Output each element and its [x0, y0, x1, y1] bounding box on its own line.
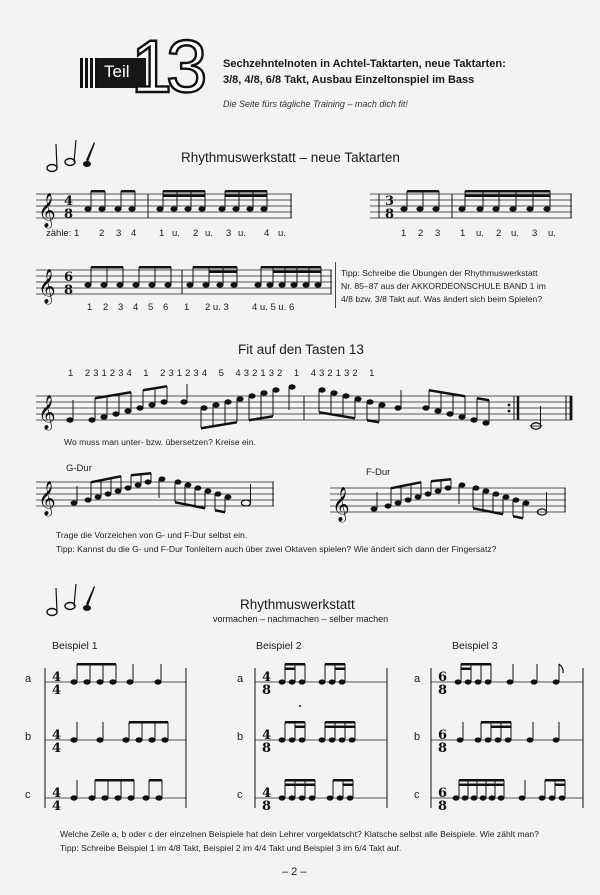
count-label: 3 — [532, 228, 538, 239]
header-title-line2: 3/8, 4/8, 6/8 Takt, Ausbau Einzeltonspiel im Bass — [223, 74, 475, 86]
row-label: c — [237, 789, 243, 801]
tip-divider — [335, 262, 336, 308]
fingering: 1 2 3 1 2 3 4 1 2 3 1 2 3 4 5 4 3 2 1 3 2 1 4 3 2 1 3 2 1 — [68, 368, 375, 379]
count-label: 4 — [133, 302, 139, 313]
ts-top: 4 — [52, 728, 62, 743]
svg-text:𝄞: 𝄞 — [38, 395, 56, 430]
section3-subtitle: vormachen – nachmachen – selber machen — [213, 614, 389, 624]
teil-label: Teil — [104, 62, 130, 81]
ts-top: 6 — [438, 786, 448, 801]
count-label: 3 — [226, 228, 232, 239]
count-label: u. — [278, 228, 286, 239]
scale-notes — [66, 384, 571, 430]
section2-title: Fit auf den Tasten 13 — [238, 342, 364, 357]
scale-staff — [36, 382, 576, 442]
count-label: 3 — [435, 228, 441, 239]
count-label: u. — [238, 228, 246, 239]
example-label: Beispiel 3 — [452, 640, 498, 652]
instruction-line1: Trage die Vorzeichen von G- und F-Dur selbst ein. — [56, 530, 248, 540]
ts-bottom: 4 — [52, 741, 62, 756]
count-label: 1 — [184, 302, 190, 313]
count-label: 1 — [460, 228, 466, 239]
svg-text:𝄞: 𝄞 — [332, 487, 350, 522]
svg-text:𝄞: 𝄞 — [38, 193, 56, 228]
ts-bottom: 8 — [64, 283, 74, 298]
rhythm-staff-ex2 — [370, 186, 580, 226]
row-label: b — [25, 731, 32, 743]
page-number: – 2 – — [282, 866, 307, 878]
ts-bottom: 8 — [438, 683, 448, 698]
question-text: Wo muss man unter- bzw. übersetzen? Kreise ein. — [64, 437, 256, 447]
ts-bottom: 4 — [52, 683, 62, 698]
example-label: Beispiel 2 — [256, 640, 302, 652]
count-label: u. — [476, 228, 484, 239]
count-label: u. — [205, 228, 213, 239]
ts-bottom: 8 — [262, 799, 272, 814]
header-subtitle: Die Seite fürs tägliche Training – mach dich fit! — [223, 99, 408, 109]
f-dur-staff — [330, 482, 580, 532]
count-label: 2 — [418, 228, 424, 239]
ts-top: 4 — [64, 194, 74, 209]
count-label: 2 — [193, 228, 199, 239]
teil-number: 13 — [131, 25, 202, 108]
row-label: c — [25, 789, 31, 801]
beispiel1-rhythm — [40, 660, 200, 820]
ts-bottom: 8 — [385, 207, 395, 222]
count-label: zähle: 1 — [46, 228, 80, 239]
row-label: a — [25, 673, 32, 685]
row-label: c — [414, 789, 420, 801]
ts-top: 6 — [438, 728, 448, 743]
ts-top: 6 — [64, 270, 74, 285]
ts-bottom: 8 — [438, 741, 448, 756]
ts-bottom: 8 — [438, 799, 448, 814]
count-label: u. — [172, 228, 180, 239]
count-label: 4 — [264, 228, 270, 239]
count-label: 3 — [116, 228, 122, 239]
ts-top: 6 — [438, 670, 448, 685]
tip-line3: 4/8 bzw. 3/8 Takt auf. Was ändert sich beim Spielen? — [341, 294, 543, 304]
ts-top: 4 — [52, 786, 62, 801]
row-label: b — [237, 731, 244, 743]
count-label: 6 — [163, 302, 169, 313]
svg-text:𝄞: 𝄞 — [38, 269, 56, 304]
row-label: b — [414, 731, 421, 743]
example-label: Beispiel 1 — [52, 640, 98, 652]
music-notes-icon — [42, 138, 98, 178]
ts-bottom: 8 — [262, 741, 272, 756]
ts-top: 4 — [262, 786, 272, 801]
note-group — [84, 190, 135, 212]
music-notes-icon — [42, 582, 98, 622]
g-dur-label: G-Dur — [66, 463, 92, 474]
ts-bottom: 4 — [52, 799, 62, 814]
question-line1: Welche Zeile a, b oder c der einzelnen Beispiele hat dein Lehrer vorgeklatscht? Klatsche selbst alle Beispiele. Wie zählt man? — [60, 829, 539, 839]
count-label: 4 — [131, 228, 137, 239]
count-label: 4 u. 5 u. 6 — [252, 302, 295, 313]
ts-top: 3 — [385, 194, 395, 209]
ts-top: 4 — [52, 670, 62, 685]
question-line2: Tipp: Schreibe Beispiel 1 im 4/8 Takt, Beispiel 2 im 4/4 Takt und Beispiel 3 im 6/4 Takt auf. — [60, 843, 402, 853]
count-label: 1 — [401, 228, 407, 239]
beispiel2-rhythm — [250, 660, 400, 820]
tip-line1: Tipp: Schreibe die Übungen der Rhythmuswerkstatt — [341, 268, 538, 278]
row-label: a — [414, 673, 421, 685]
count-label: 5 — [148, 302, 154, 313]
section1-title: Rhythmuswerkstatt – neue Taktarten — [181, 150, 400, 165]
section3-title: Rhythmuswerkstatt — [240, 597, 355, 612]
beispiel3-rhythm — [426, 660, 596, 820]
count-label: 3 — [118, 302, 124, 313]
count-label: 2 — [496, 228, 502, 239]
header-title-line1: Sechzehntelnoten in Achtel-Taktarten, neue Taktarten: — [223, 58, 506, 70]
ts-bottom: 8 — [262, 683, 272, 698]
count-label: 1 — [159, 228, 165, 239]
count-label: 1 — [87, 302, 93, 313]
row-label: a — [237, 673, 244, 685]
rhythm-staff-ex3 — [36, 262, 336, 302]
ts-top: 4 — [262, 670, 272, 685]
note-group — [156, 190, 267, 212]
count-label: u. — [511, 228, 519, 239]
count-label: u. — [548, 228, 556, 239]
count-label: 2 — [99, 228, 105, 239]
f-dur-label: F-Dur — [366, 467, 391, 478]
count-label: 2 — [103, 302, 109, 313]
ts-bottom: 8 — [64, 207, 74, 222]
tip-line2: Nr. 85–87 aus der AKKORDEONSCHULE BAND 1 im — [341, 281, 546, 291]
count-label: 2 u. 3 — [205, 302, 229, 313]
svg-text:𝄞: 𝄞 — [38, 481, 56, 516]
instruction-line2: Tipp: Kannst du die G- und F-Dur Tonleitern auch über zwei Oktaven spielen? Wie ändert sich dann der Fingersatz? — [56, 544, 497, 554]
keyboard-icon — [80, 58, 98, 88]
ts-top: 4 — [262, 728, 272, 743]
g-dur-staff — [36, 476, 286, 526]
